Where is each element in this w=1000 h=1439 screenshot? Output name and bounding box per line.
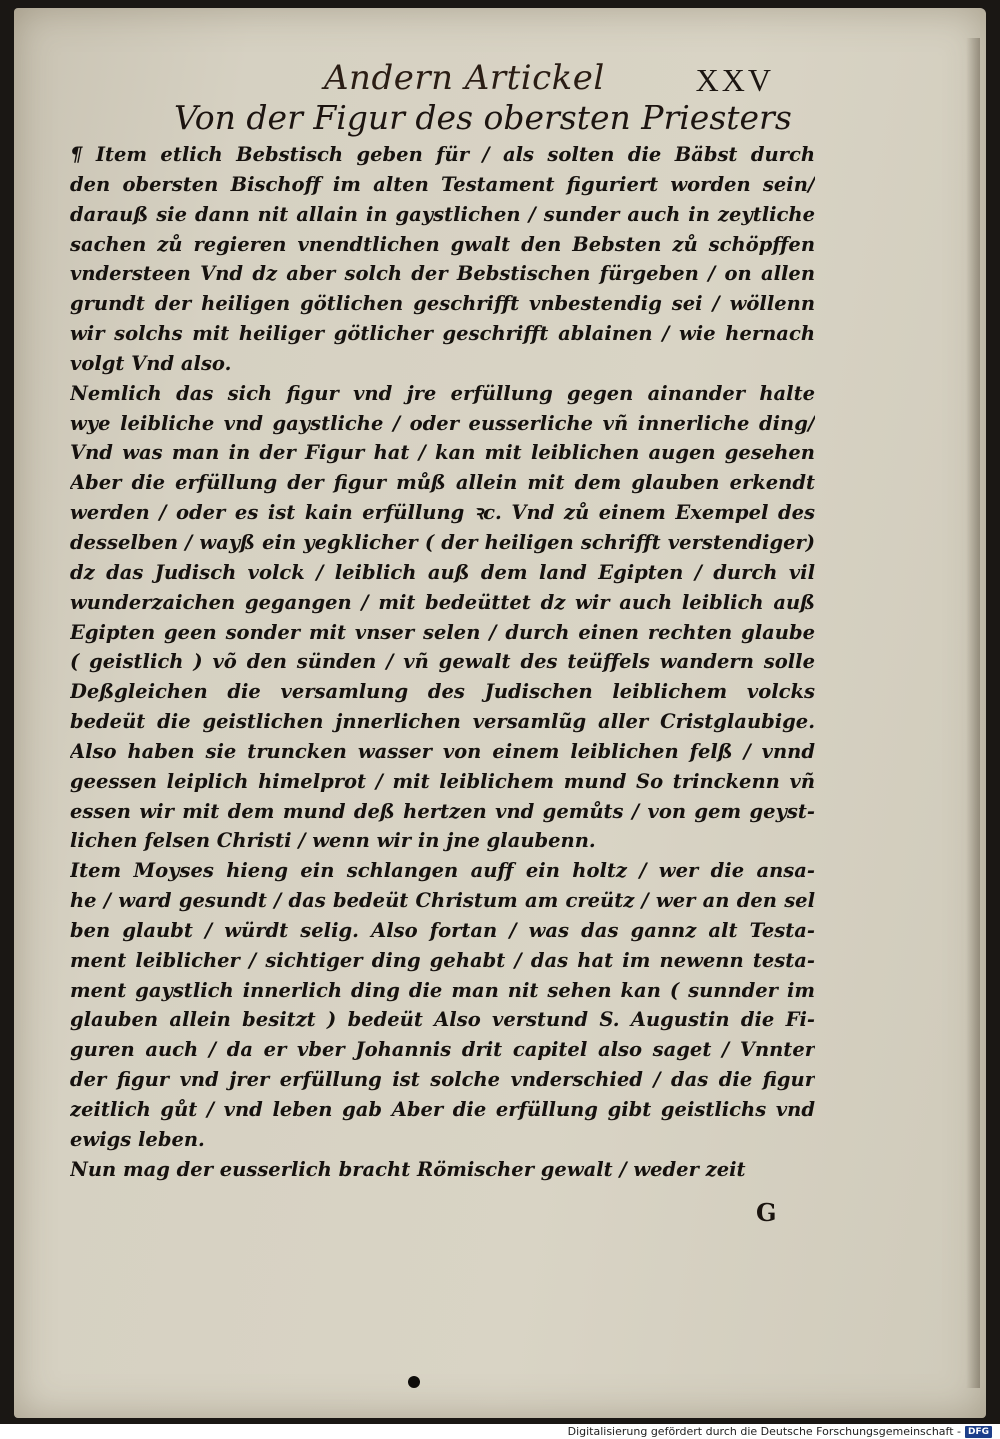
text-line: guren auch / da er vber Johannis drit capitel also saget / Vnnter <box>70 1038 815 1062</box>
text-line: Egipten geen sonder mit vnser selen / durch einen rechten glaube <box>70 620 815 644</box>
text-line: ment gaystlich innerlich ding die man nit sehen kan ( sunnder im <box>70 978 815 1002</box>
body-text <box>70 140 815 1185</box>
text-line: der figur vnd jrer erfüllung ist solche vnderschied / das die figur <box>70 1068 815 1092</box>
text-line: Deßgleichen die versamlung des Judischen leiblichem volcks <box>70 680 815 704</box>
binding-dot <box>408 1376 420 1388</box>
text-line: wir solchs mit heiliger götlicher geschrifft ablainen / wie hernach <box>70 322 815 346</box>
text-line: volgt Vnd also. <box>70 351 232 375</box>
text-line: he / ward gesundt / das bedeüt Christum am creütz / wer an den sel <box>70 889 815 913</box>
text-line: ment leiblicher / sichtiger ding gehabt / das hat im newenn testa- <box>70 948 815 972</box>
text-line: Also haben sie truncken wasser von einem leiblichen felß / vnnd <box>70 739 815 763</box>
text-line: wye leibliche vnd gaystliche / oder eusserliche vñ innerliche ding/ <box>70 411 815 435</box>
text-line: Nemlich das sich figur vnd jre erfüllung gegen ainander halte <box>70 381 815 405</box>
book-page <box>14 8 986 1418</box>
footer-credit: Digitalisierung gefördert durch die Deutsche Forschungsgemeinschaft - <box>567 1425 961 1438</box>
folio-number: XXV <box>695 62 774 98</box>
text-line: sachen zů regieren vnendtlichen gwalt den Bebsten zů schöpffen <box>70 232 815 256</box>
dfg-logo: DFG <box>965 1426 992 1438</box>
text-line: lichen felsen Christi / wenn wir in jne glaubenn. <box>70 829 596 853</box>
text-line: geessen leiplich himelprot / mit leiblichem mund So trinckenn vñ <box>70 769 815 793</box>
text-line: ben glaubt / würdt selig. Also fortan / was das gannz alt Testa- <box>70 918 815 942</box>
footer <box>568 1424 992 1439</box>
running-head <box>314 58 784 102</box>
running-head-title: Andern Artickel <box>324 58 605 98</box>
text-line: Aber die erfüllung der figur můß allein mit dem glauben erkendt <box>70 471 815 495</box>
chapter-title: Von der Figur des obersten Priesters <box>174 98 792 137</box>
text-line: grundt der heiligen götlichen geschrifft vnbestendig sei / wöllenn <box>70 292 815 316</box>
text-line: Item Moyses hieng ein schlangen auff ein holtz / wer die ansa- <box>70 859 815 883</box>
text-line: bedeüt die geistlichen jnnerlichen versamlũg aller Cristglaubige. <box>70 710 815 734</box>
text-line: den obersten Bischoff im alten Testament figuriert worden sein/ <box>70 172 815 196</box>
text-line: Nun mag der eusserlich bracht Römischer gewalt / weder zeit <box>70 1157 746 1181</box>
text-line: ewigs leben. <box>70 1127 205 1151</box>
text-line: dz das Judisch volck / leiblich auß dem land Egipten / durch vil <box>70 560 815 584</box>
text-line: darauß sie dann nit allain in gaystlichen / sunder auch in zeytliche <box>70 202 815 226</box>
text-line: vndersteen Vnd dz aber solch der Bebstischen fürgeben / on allen <box>70 262 815 286</box>
text-line: desselben / wayß ein yegklicher ( der heiligen schrifft verstendiger) <box>70 530 815 554</box>
text-line: ( geistlich ) võ den sünden / vñ gewalt des teüffels wandern solle <box>70 650 815 674</box>
text-line: Vnd was man in der Figur hat / kan mit leiblichen augen gesehen <box>70 441 815 465</box>
signature-mark: G <box>756 1198 777 1227</box>
text-line: ¶ Item etlich Bebstisch geben für / als solten die Bäbst durch <box>70 143 815 166</box>
text-line: zeitlich gůt / vnd leben gab Aber die erfüllung gibt geistlichs vnd <box>70 1098 815 1121</box>
text-line: werden / oder es ist kain erfüllung ꝛc. Vnd zů einem Exempel des <box>70 501 815 525</box>
text-line: essen wir mit dem mund deß hertzen vnd gemůts / von gem geyst- <box>70 799 815 823</box>
text-line: glauben allein besitzt ) bedeüt Also verstund S. Augustin die Fi- <box>70 1008 815 1032</box>
text-line: wunderzaichen gegangen / mit bedeüttet dz wir auch leiblich auß <box>70 590 815 614</box>
